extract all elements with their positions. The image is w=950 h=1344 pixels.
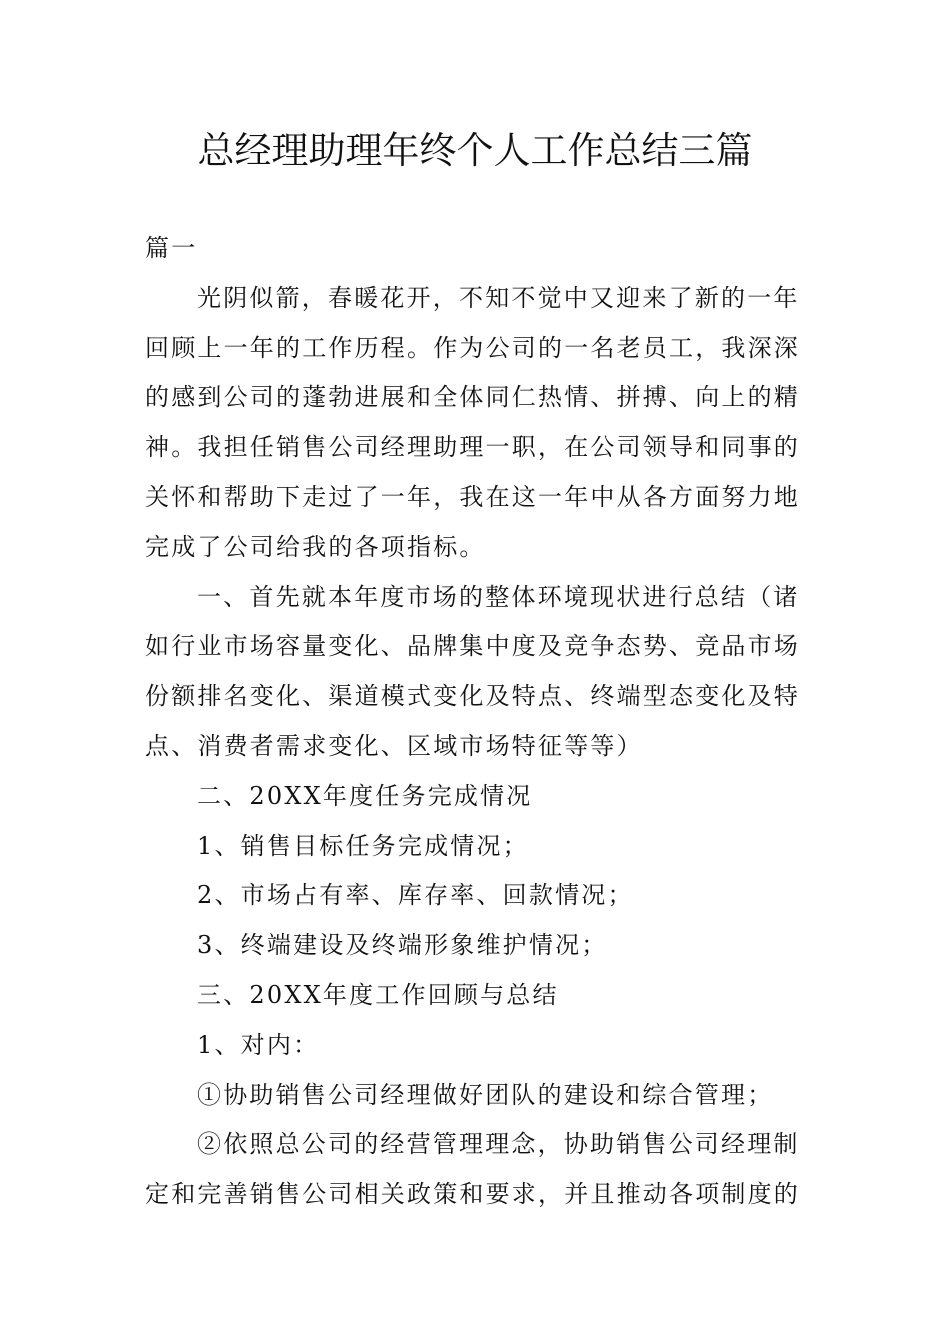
paragraph: 1、销售目标任务完成情况；: [197, 831, 529, 860]
paragraph: 一、首先就本年度市场的整体环境现状进行总结（诸如行业市场容量变化、品牌集中度及竞争态势、竞品市场份额排名变化、渠道模式变化及特点、终端型态变化及特点、消费者需求变化、区域市场特征等等）: [145, 582, 800, 760]
paragraph: 光阴似箭，春暖花开，不知不觉中又迎来了新的一年回顾上一年的工作历程。作为公司的一名老员工，我深深的感到公司的蓬勃进展和全体同仁热情、拼搏、向上的精神。我担任销售公司经理助理一职，在公司领导和同事的关怀和帮助下走过了一年，我在这一年中从各方面努力地完成了公司给我的各项指标。: [145, 283, 800, 561]
paragraph: 1、对内：: [197, 1030, 320, 1059]
paragraph: 3、终端建设及终端形象维护情况；: [197, 931, 608, 960]
paragraph: ①协助销售公司经理做好团队的建设和综合管理；: [197, 1080, 774, 1109]
section-label: 篇一: [145, 234, 198, 262]
document-title: 总经理助理年终个人工作总结三篇: [197, 129, 753, 172]
paragraph: ②依照总公司的经营管理理念，协助销售公司经理制定和完善销售公司相关政策和要求，并且推动各项制度的: [145, 1130, 800, 1209]
paragraph: 二、20XX年度任务完成情况: [197, 781, 533, 810]
paragraph: 三、20XX年度工作回顾与总结: [197, 980, 559, 1009]
document-body: [145, 224, 810, 1220]
paragraph: 2、市场占有率、库存率、回款情况；: [197, 881, 634, 910]
